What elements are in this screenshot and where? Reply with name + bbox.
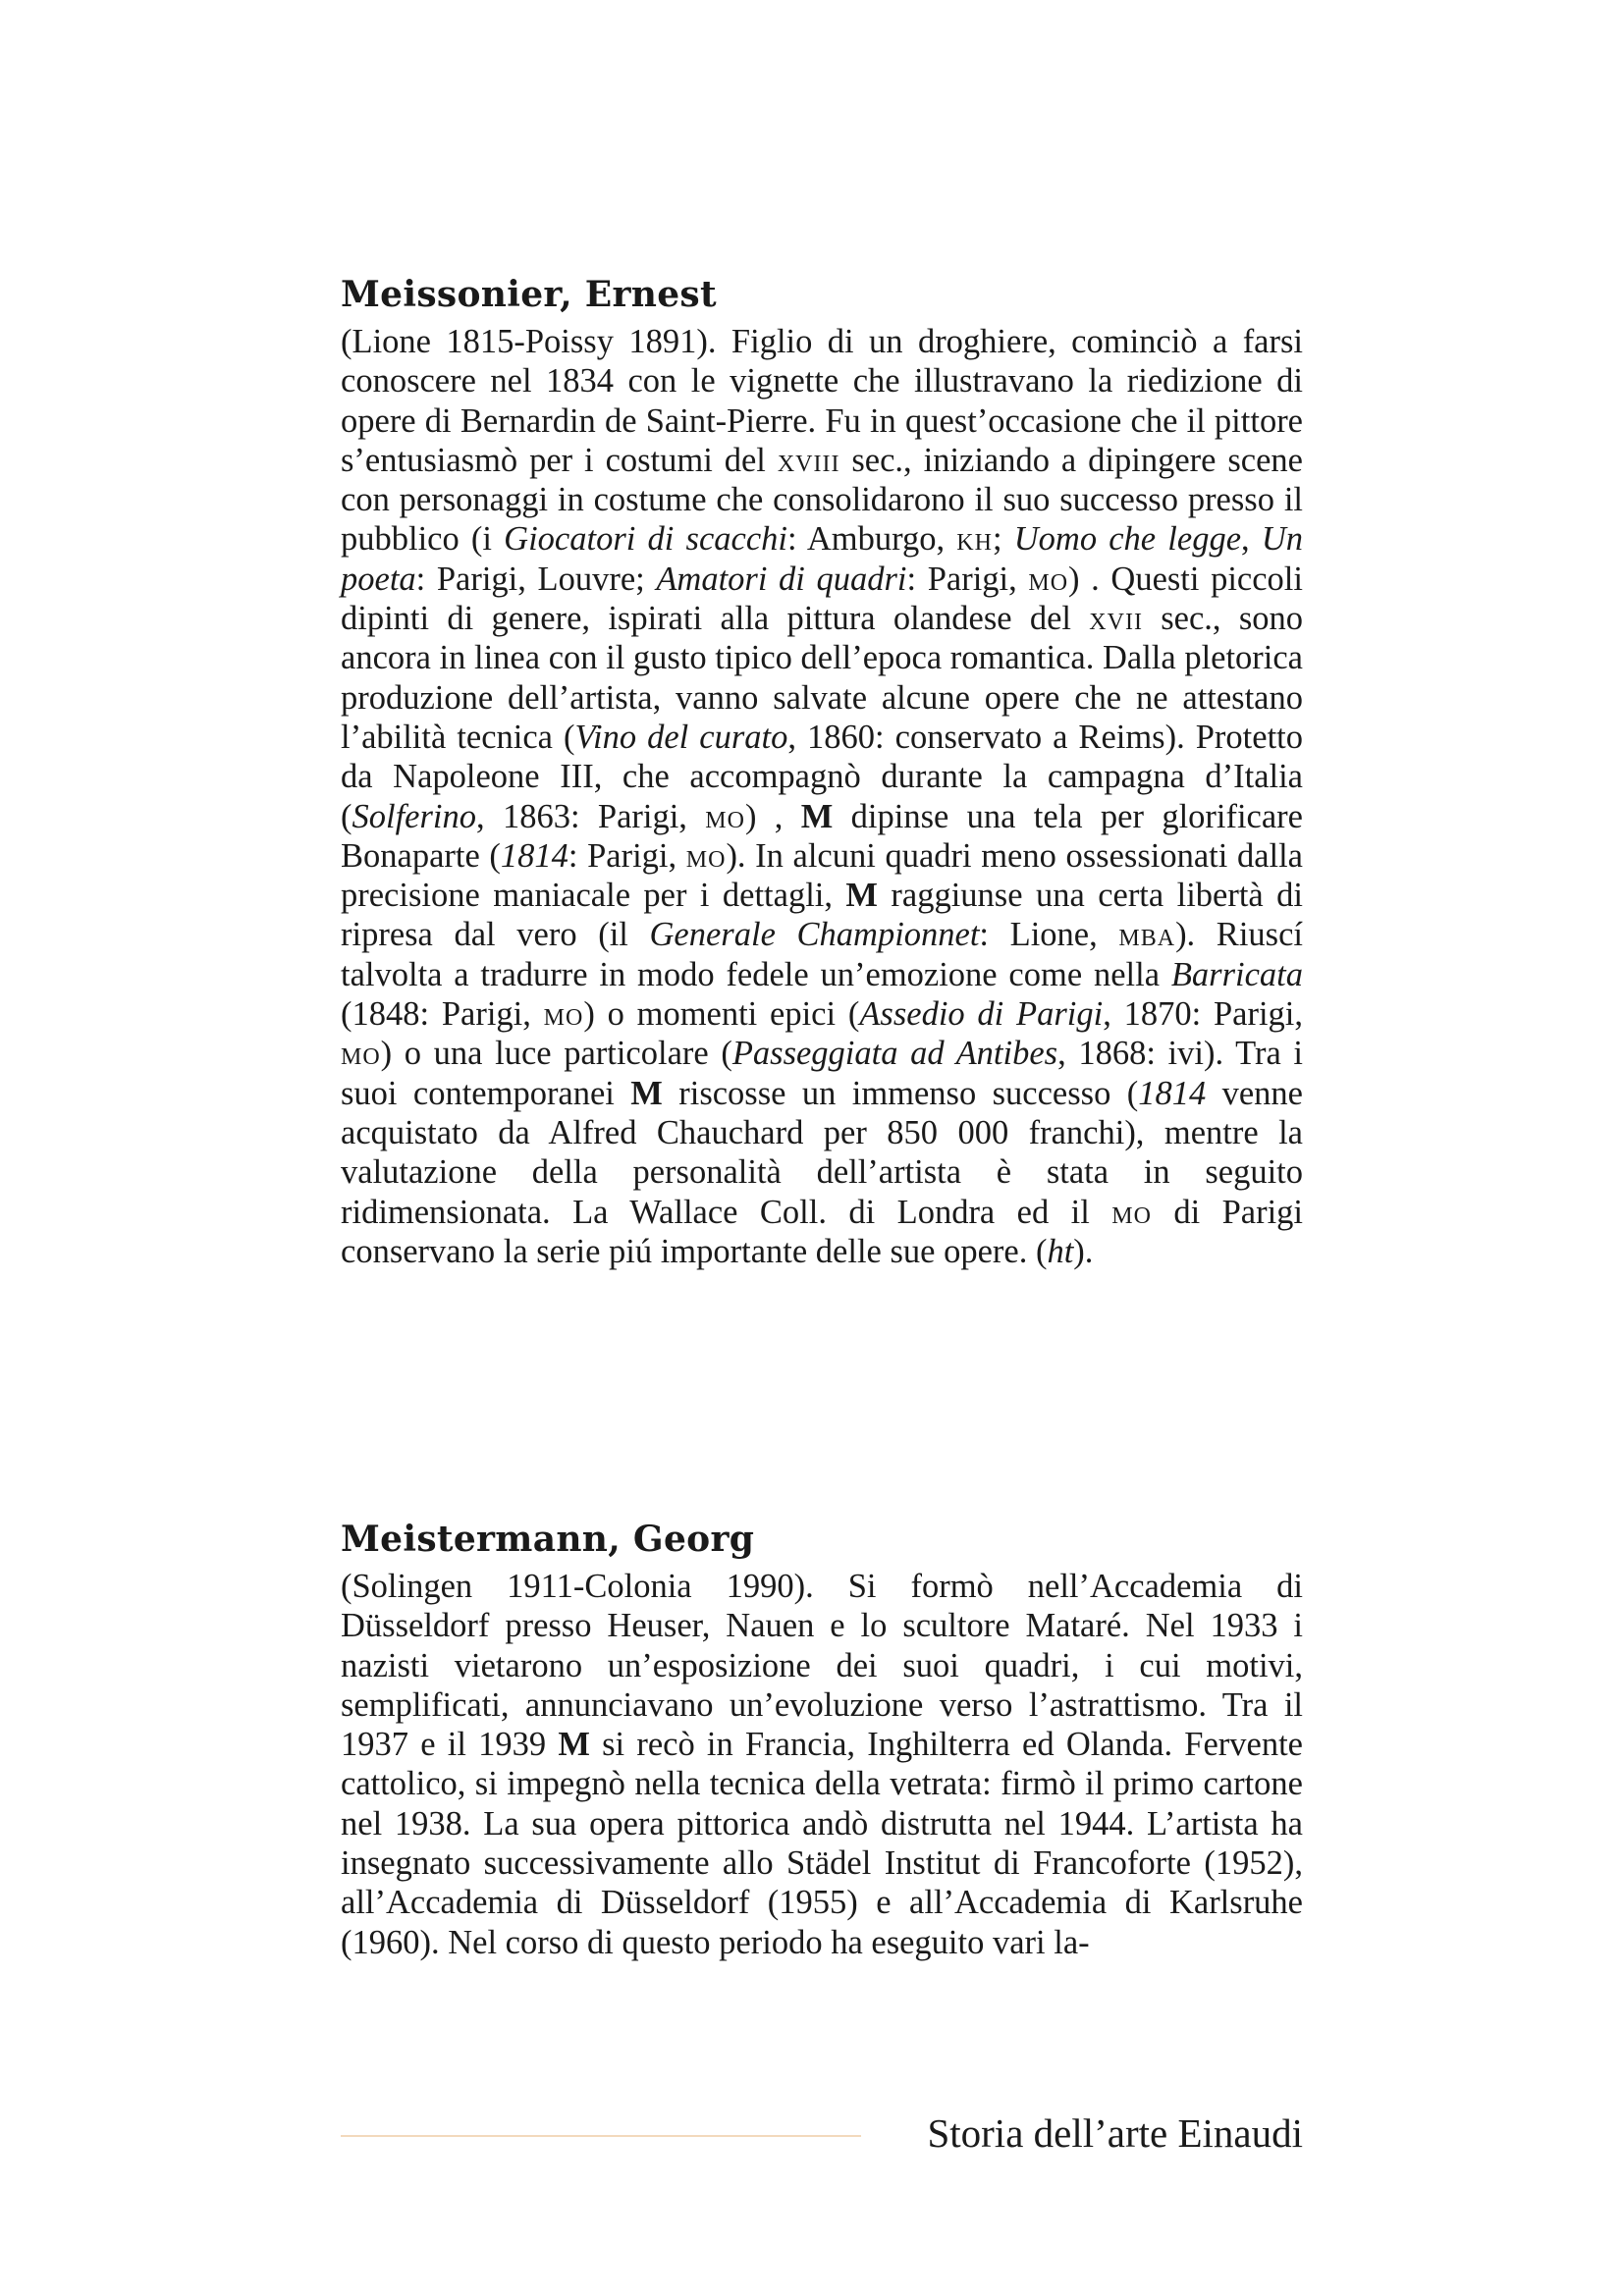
text-run: ). Riuscí talvolta a tradurre in modo fedele un’emozione come nella [341,916,1303,993]
smallcaps-abbrev: mo [1111,1193,1152,1231]
smallcaps-abbrev: mo [705,797,745,835]
text-run: ) o una luce particolare ( [380,1035,732,1073]
entry-body [341,1567,1303,1962]
text-run: ). [1073,1232,1094,1270]
abbrev-bold: M [845,877,878,915]
entry-heading: Meissonier, Ernest [341,274,717,315]
italic-title: Assedio di Parigi [859,995,1104,1034]
italic-title: ht [1047,1232,1074,1270]
text-run: ; [992,520,1014,559]
italic-title: Amatori di quadri [656,560,907,598]
smallcaps-abbrev: mo [685,836,727,875]
italic-title: Barricata [1170,955,1303,993]
smallcaps-abbrev: xvii [1089,600,1143,638]
text-run: , 1860: conservato a Reims). Protetto da Napoleone III, che accompagnò durante la campagna d’Italia ( [341,718,1303,835]
entry-meistermann [341,1518,1303,1962]
footer-title: Storia dell’arte Einaudi [927,2110,1303,2156]
footer-rule [341,2135,861,2137]
entry-meissonier [341,273,1303,1271]
italic-title: Uomo che legge [1013,520,1242,559]
italic-title: 1814 [1138,1074,1207,1112]
italic-title: Un poeta [341,520,1303,598]
text-run: , 1868: ivi). Tra i suoi contemporanei [341,1035,1303,1112]
text-run: di Parigi conservano la serie piú importante delle sue opere. ( [341,1193,1304,1270]
text-run: : Amburgo, [786,520,957,559]
text-run: si recò in Francia, Inghilterra ed Olanda. Fervente cattolico, si impegnò nella tecnica della vetrata: firmò il primo cartone nel 1938. La sua opera pittorica andò distrutta nel 1944. L’artista ha insegnato successivamente allo Städel Institut di Francoforte (1952), all’Accademia di Düsseldorf (1955) e all’Accademia di Karlsruhe (1960). Nel corso di questo periodo ha eseguito vari la- [341,1726,1303,1961]
text-run: ) , [744,797,801,835]
page-footer [341,2106,1303,2164]
text-run: sec., sono ancora in linea con il gusto tipico dell’epoca romantica. Dalla pletorica produzione dell’artista, vanno salvate alcune opere che ne attestano l’abilità tecnica ( [341,600,1304,756]
text-run: (Lione 1815-Poissy 1891). Figlio di un droghiere, cominciò a farsi conoscere nel 1834 con le vignette che illustravano la riedizione di opere di Bernardin de Saint-Pierre. Fu in quest’occasione che il pittore s’entusiasmò per i costumi del [341,323,1303,479]
text-run: , 1870: Parigi, [1103,995,1304,1034]
smallcaps-abbrev: mba [1118,916,1176,954]
italic-title: Solferino [352,797,476,835]
text-run: ) . Questi piccoli dipinti di genere, ispirati alla pittura olandese del [341,560,1303,638]
text-run: (Solingen 1911-Colonia 1990). Si formò nell’Accademia di Düsseldorf presso Heuser, Nauen e lo scultore Mataré. Nel 1933 i nazisti vietarono un’esposizione dei suoi quadri, i cui motivi, semplificati, annunciavano un’evoluzione verso l’astrattismo. Tra il 1937 e il 1939 [341,1568,1303,1764]
text-run: raggiunse una certa libertà di ripresa dal vero (il [341,877,1303,954]
text-run: : Parigi, [906,560,1029,598]
text-run: : Parigi, Louvre; [415,560,657,598]
text-run: : Lione, [979,916,1119,954]
smallcaps-abbrev: mo [1028,560,1069,598]
entry-heading: Meistermann, Georg [341,1519,755,1560]
abbrev-bold: M [558,1726,590,1764]
text-run: ). In alcuni quadri meno ossessionati dalla precisione maniacale per i dettagli, [341,836,1303,915]
text-run: : Parigi, [568,836,686,875]
text-run: , 1863: Parigi, [476,797,706,835]
text-run: , [1241,520,1262,559]
italic-title: Giocatori di scacchi [504,520,787,559]
text-run: dipinse una tela per glorificare Bonaparte ( [341,797,1303,875]
smallcaps-abbrev: mo [543,995,584,1034]
abbrev-bold: M [800,797,834,835]
smallcaps-abbrev: kh [956,520,993,559]
abbrev-bold: M [630,1074,663,1112]
text-run: ) o momenti epici ( [583,995,860,1034]
text-run: sec., iniziando a dipingere scene con personaggi in costume che consolidarono il suo successo presso il pubblico (i [341,441,1303,559]
italic-title: Vino del curato [574,718,788,756]
italic-title: 1814 [500,836,568,875]
text-run: venne acquistato da Alfred Chauchard per 850 000 franchi), mentre la valutazione della personalità dell’artista è stata in seguito ridimensionata. La Wallace Coll. di Londra ed il [341,1074,1303,1231]
smallcaps-abbrev: xviii [777,441,840,479]
italic-title: Passeggiata ad Antibes [731,1035,1058,1073]
entry-body [341,322,1303,1271]
italic-title: Generale Championnet [649,916,980,954]
text-run: riscosse un immenso successo ( [662,1074,1139,1112]
smallcaps-abbrev: mo [341,1035,381,1073]
text-run: (1848: Parigi, [341,995,544,1034]
